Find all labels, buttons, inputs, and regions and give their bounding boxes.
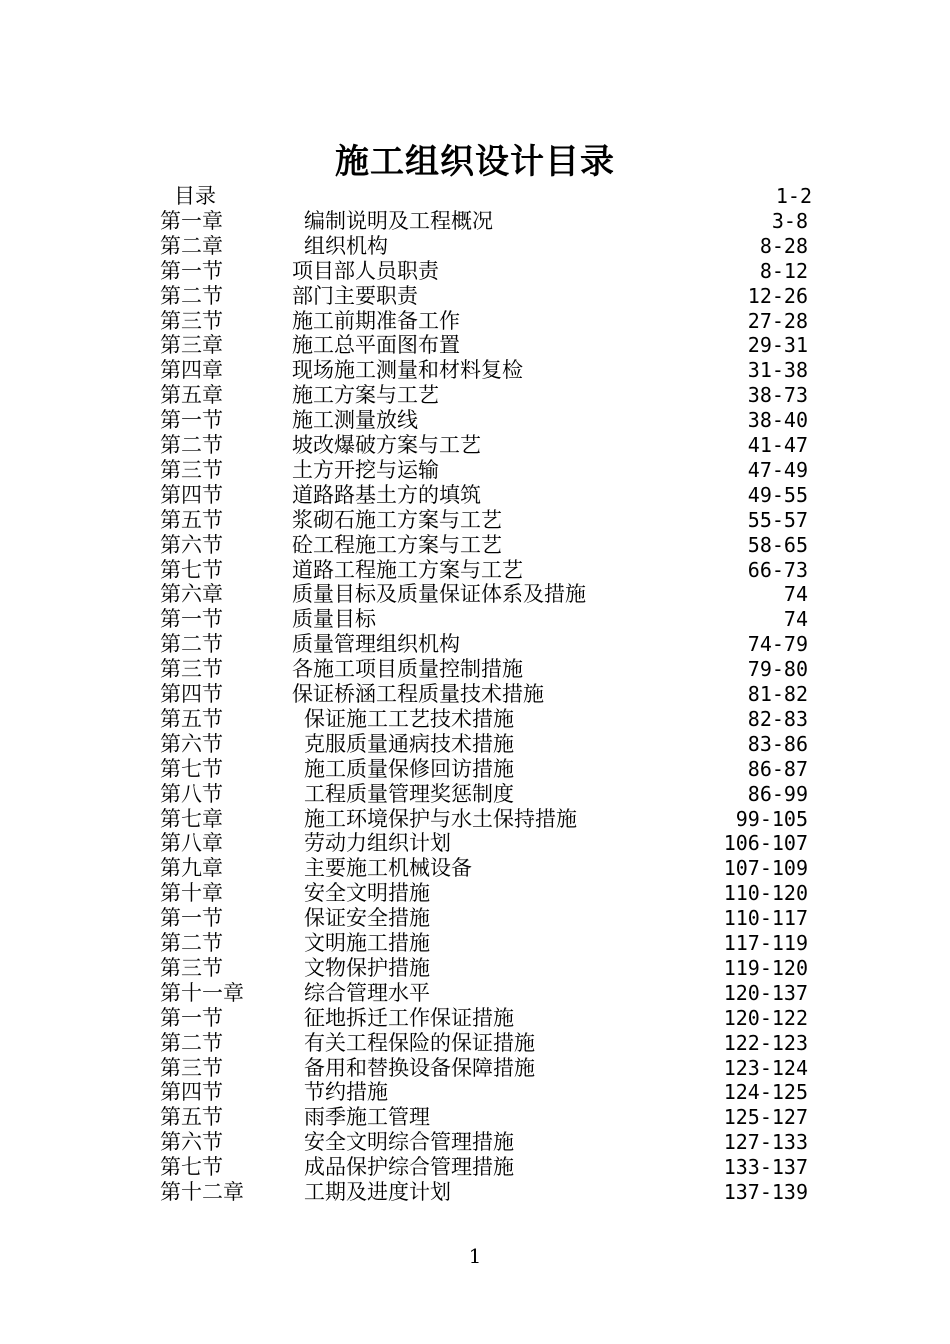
- toc-entry-title: 土方开挖与运输: [292, 458, 439, 482]
- toc-entry: [0, 1155, 950, 1180]
- toc-entry-label: 第八章: [160, 831, 223, 855]
- toc-entry-title: 砼工程施工方案与工艺: [292, 533, 502, 557]
- toc-entry-label: 第十一章: [160, 981, 244, 1005]
- toc-entry-pages: 79-80: [747, 657, 808, 681]
- toc-entry-pages: 66-73: [747, 558, 808, 582]
- toc-entry-label: 第八节: [160, 782, 223, 806]
- toc-entry-title: 施工方案与工艺: [292, 383, 439, 407]
- toc-entry-label: 第二节: [160, 931, 223, 955]
- toc-entry: [0, 856, 950, 881]
- toc-entry-title: 文明施工措施: [304, 931, 430, 955]
- toc-entry-title: 工程质量管理奖惩制度: [304, 782, 514, 806]
- toc-entry: [0, 782, 950, 807]
- toc-entry-title: 施工质量保修回访措施: [304, 757, 514, 781]
- toc-entry-label: 第一节: [160, 906, 223, 930]
- toc-entry-title: 有关工程保险的保证措施: [304, 1031, 535, 1055]
- toc-entry-label: 第十章: [160, 881, 223, 905]
- toc-entry-pages: 74: [783, 607, 808, 631]
- page-number: 1: [468, 1244, 482, 1268]
- toc-entry-title: 工期及进度计划: [304, 1180, 451, 1204]
- toc-entry-title: 项目部人员职责: [292, 259, 439, 283]
- toc-entry: [0, 1105, 950, 1130]
- toc-entry: [0, 956, 950, 981]
- toc-entry-title: 保证安全措施: [304, 906, 430, 930]
- toc-entry-title: 成品保护综合管理措施: [304, 1155, 514, 1179]
- toc-entry-title: 雨季施工管理: [304, 1105, 430, 1129]
- toc-entry-pages: 74: [783, 582, 808, 606]
- toc-entry-title: 安全文明综合管理措施: [304, 1130, 514, 1154]
- toc-entry: [0, 657, 950, 682]
- toc-entry-label: 第一节: [160, 1006, 223, 1030]
- toc-entry-pages: 117-119: [723, 931, 808, 955]
- toc-entry-title: 编制说明及工程概况: [304, 209, 493, 233]
- toc-entry-pages: 83-86: [747, 732, 808, 756]
- toc-entry: [0, 682, 950, 707]
- toc-entry-label: 第一节: [160, 607, 223, 631]
- toc-entry-title: 部门主要职责: [292, 284, 418, 308]
- toc-entry: [0, 234, 950, 259]
- toc-entry-label: 第七章: [160, 807, 223, 831]
- toc-entry: [0, 508, 950, 533]
- toc-entry: [0, 458, 950, 483]
- toc-entry-label: 第二章: [160, 234, 223, 258]
- toc-entry: [0, 433, 950, 458]
- toc-entry-pages: 122-123: [723, 1031, 808, 1055]
- toc-entry-pages: 3-8: [771, 209, 808, 233]
- toc-entry-label: 第四节: [160, 682, 223, 706]
- toc-entry: [0, 1006, 950, 1031]
- toc-entry-title: 施工测量放线: [292, 408, 418, 432]
- toc-entry-pages: 8-28: [759, 234, 808, 258]
- toc-entry-title: 安全文明措施: [304, 881, 430, 905]
- toc-entry-title: 道路路基土方的填筑: [292, 483, 481, 507]
- toc-entry-label: 第六节: [160, 533, 223, 557]
- toc-entry: [0, 533, 950, 558]
- toc-entry: [0, 881, 950, 906]
- toc-entry-label: 第四节: [160, 483, 223, 507]
- toc-entry-title: 组织机构: [304, 234, 388, 258]
- toc-entry: [0, 284, 950, 309]
- toc-entry-label: 第三节: [160, 309, 223, 333]
- toc-entry-pages: 1-2: [775, 184, 812, 208]
- toc-entry-label: 第四节: [160, 1080, 223, 1104]
- toc-entry: [0, 931, 950, 956]
- toc-entry: [0, 607, 950, 632]
- toc-entry-pages: 41-47: [747, 433, 808, 457]
- toc-entry-label: 第六章: [160, 582, 223, 606]
- toc-entry-pages: 106-107: [723, 831, 808, 855]
- toc-entry-label: 第七节: [160, 1155, 223, 1179]
- toc-entry-label: 第四章: [160, 358, 223, 382]
- toc-entry: [0, 483, 950, 508]
- toc-entry-label: 第七节: [160, 757, 223, 781]
- toc-entry-title: 质量目标及质量保证体系及措施: [292, 582, 586, 606]
- toc-entry-label: 第二节: [160, 433, 223, 457]
- toc-entry-label: 第七节: [160, 558, 223, 582]
- toc-entry-pages: 55-57: [747, 508, 808, 532]
- toc-entry: [0, 831, 950, 856]
- toc-entry-title: 质量管理组织机构: [292, 632, 460, 656]
- toc-entry-pages: 58-65: [747, 533, 808, 557]
- toc-entry-title: 征地拆迁工作保证措施: [304, 1006, 514, 1030]
- toc-entry-label: 目录: [174, 184, 216, 208]
- toc-entry-pages: 81-82: [747, 682, 808, 706]
- toc-entry-label: 第三节: [160, 1056, 223, 1080]
- toc-entry: [0, 383, 950, 408]
- toc-entry-title: 保证施工工艺技术措施: [304, 707, 514, 731]
- toc-entry-pages: 110-120: [723, 881, 808, 905]
- toc-entry-pages: 38-73: [747, 383, 808, 407]
- toc-entry-pages: 137-139: [723, 1180, 808, 1204]
- toc-entry: [0, 981, 950, 1006]
- toc-entry-title: 文物保护措施: [304, 956, 430, 980]
- toc-entry-pages: 120-137: [723, 981, 808, 1005]
- toc-entry-title: 道路工程施工方案与工艺: [292, 558, 523, 582]
- toc-entry-label: 第一节: [160, 408, 223, 432]
- toc-entry-title: 劳动力组织计划: [304, 831, 451, 855]
- toc-entry-pages: 8-12: [759, 259, 808, 283]
- toc-entry-label: 第一节: [160, 259, 223, 283]
- toc-entry: [0, 1056, 950, 1081]
- toc-entry-title: 坡改爆破方案与工艺: [292, 433, 481, 457]
- toc-entry-pages: 86-87: [747, 757, 808, 781]
- toc-entry: [0, 732, 950, 757]
- toc-entry: [0, 333, 950, 358]
- toc-entry-title: 克服质量通病技术措施: [304, 732, 514, 756]
- toc-entry-title: 综合管理水平: [304, 981, 430, 1005]
- toc-entry-pages: 110-117: [723, 906, 808, 930]
- toc-entry: [0, 632, 950, 657]
- toc-entry-pages: 123-124: [723, 1056, 808, 1080]
- toc-entry-label: 第一章: [160, 209, 223, 233]
- toc-entry-pages: 49-55: [747, 483, 808, 507]
- toc-entry-label: 第五章: [160, 383, 223, 407]
- toc-entry-pages: 133-137: [723, 1155, 808, 1179]
- toc-entry-label: 第六节: [160, 1130, 223, 1154]
- toc-entry-title: 质量目标: [292, 607, 376, 631]
- toc-entry-label: 第十二章: [160, 1180, 244, 1204]
- toc-entry: [0, 757, 950, 782]
- toc-entry-label: 第三章: [160, 333, 223, 357]
- toc-entry-title: 施工前期准备工作: [292, 309, 460, 333]
- toc-entry-pages: 119-120: [723, 956, 808, 980]
- toc-entry-pages: 47-49: [747, 458, 808, 482]
- toc-entry-title: 保证桥涵工程质量技术措施: [292, 682, 544, 706]
- toc-entry: [0, 408, 950, 433]
- toc-entry-pages: 29-31: [747, 333, 808, 357]
- toc-entry: [0, 1130, 950, 1155]
- toc-entry-title: 备用和替换设备保障措施: [304, 1056, 535, 1080]
- toc-entry-label: 第三节: [160, 956, 223, 980]
- toc-entry: [0, 582, 950, 607]
- toc-entry-title: 现场施工测量和材料复检: [292, 358, 523, 382]
- toc-entry: [0, 1080, 950, 1105]
- toc-entry: [0, 259, 950, 284]
- toc-entry-title: 主要施工机械设备: [304, 856, 472, 880]
- toc-entry-title: 施工环境保护与水土保持措施: [304, 807, 577, 831]
- toc-entry: [0, 309, 950, 334]
- toc-entry-label: 第二节: [160, 284, 223, 308]
- page-title: 施工组织设计目录: [335, 142, 615, 182]
- toc-entry: [0, 1180, 950, 1205]
- toc-entry-title: 浆砌石施工方案与工艺: [292, 508, 502, 532]
- toc-entry-pages: 27-28: [747, 309, 808, 333]
- toc-entry: [0, 906, 950, 931]
- toc-entry: [0, 1031, 950, 1056]
- toc-entry-title: 施工总平面图布置: [292, 333, 460, 357]
- toc-entry-title: 节约措施: [304, 1080, 388, 1104]
- toc-entry-pages: 107-109: [723, 856, 808, 880]
- toc-entry-label: 第五节: [160, 508, 223, 532]
- toc-entry-pages: 12-26: [747, 284, 808, 308]
- toc-entry-label: 第五节: [160, 707, 223, 731]
- toc-entry-pages: 125-127: [723, 1105, 808, 1129]
- toc-entry-pages: 31-38: [747, 358, 808, 382]
- toc-entry-label: 第三节: [160, 458, 223, 482]
- toc-entry: [0, 707, 950, 732]
- toc-entry: [0, 558, 950, 583]
- toc-entry-pages: 74-79: [747, 632, 808, 656]
- toc-entry: [0, 358, 950, 383]
- toc-entry-pages: 127-133: [723, 1130, 808, 1154]
- toc-entry-label: 第二节: [160, 632, 223, 656]
- toc-entry-label: 第九章: [160, 856, 223, 880]
- toc-entry: [0, 807, 950, 832]
- toc-entry: [0, 209, 950, 234]
- toc-entry-pages: 120-122: [723, 1006, 808, 1030]
- toc-entry-label: 第三节: [160, 657, 223, 681]
- toc-entry-pages: 86-99: [747, 782, 808, 806]
- toc-entry-label: 第二节: [160, 1031, 223, 1055]
- toc-entry-pages: 82-83: [747, 707, 808, 731]
- toc-entry-pages: 124-125: [723, 1080, 808, 1104]
- toc-entry-label: 第六节: [160, 732, 223, 756]
- toc-entry-title: 各施工项目质量控制措施: [292, 657, 523, 681]
- toc-entry-pages: 99-105: [735, 807, 808, 831]
- toc-entry-label: 第五节: [160, 1105, 223, 1129]
- toc-entry: [0, 184, 950, 209]
- toc-entry-pages: 38-40: [747, 408, 808, 432]
